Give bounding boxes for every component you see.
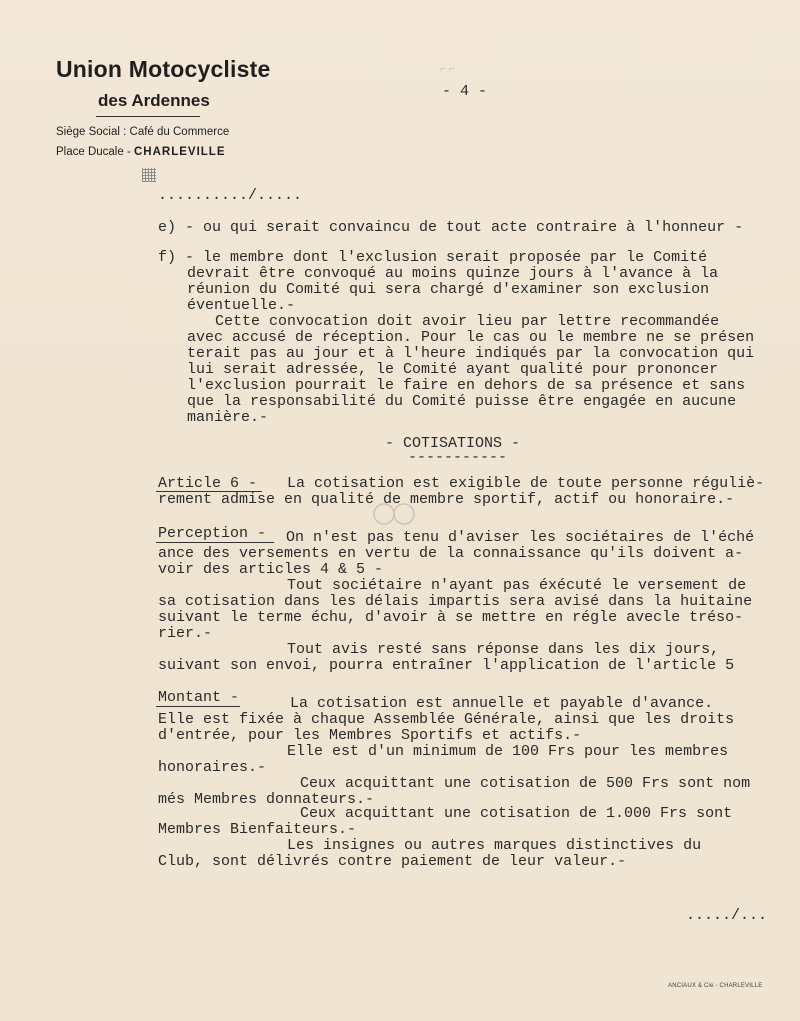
item-f-line: éventuelle.- bbox=[187, 297, 296, 314]
page-faint-mark: ⌐ ⌐ bbox=[440, 64, 455, 75]
perception-line: rier.- bbox=[158, 625, 213, 642]
item-f-line: réunion du Comité qui sera chargé d'examiner son exclusion bbox=[187, 281, 710, 298]
printer-mark: ANCIAUX & Cie - CHARLEVILLE bbox=[668, 983, 763, 989]
montant-heading: Montant - bbox=[158, 689, 240, 706]
section-title-rule: ----------- bbox=[408, 449, 508, 466]
page-number: - 4 - bbox=[442, 83, 488, 100]
letterhead-rule bbox=[96, 116, 200, 117]
ink-stamp-mark bbox=[142, 168, 156, 182]
montant-line: Membres Bienfaiteurs.- bbox=[158, 821, 357, 838]
continuation-bottom: ...../... bbox=[686, 907, 768, 924]
org-region: des Ardennes bbox=[98, 91, 210, 110]
org-name: Union Motocycliste bbox=[56, 56, 271, 82]
montant-underline bbox=[156, 706, 240, 707]
item-e: e) - ou qui serait convaincu de tout acte contraire à l'honneur - bbox=[158, 219, 744, 236]
continuation-top: ........../..... bbox=[158, 187, 303, 204]
section-title: - COTISATIONS - bbox=[385, 435, 521, 452]
address-prefix: Place Ducale - bbox=[56, 146, 134, 158]
address-city: CHARLEVILLE bbox=[133, 146, 226, 158]
item-f-line: devrait être convoqué au moins quinze jours à l'avance à la bbox=[187, 265, 719, 282]
article-6-line: La cotisation est exigible de toute personne réguliè- bbox=[287, 475, 765, 492]
montant-line: d'entrée, pour les Membres Sportifs et actifs.- bbox=[158, 727, 582, 744]
address-line-1: Siège Social : Café du Commerce bbox=[56, 126, 230, 138]
perception-line: ance des versements en vertu de la connaissance qu'ils doivent a- bbox=[158, 545, 744, 562]
perception-line: suivant son envoi, pourra entraîner l'application de l'article 5 bbox=[158, 657, 735, 674]
item-f-line: l'exclusion pourrait le faire en dehors de sa présence et sans bbox=[187, 377, 746, 394]
address-line-2 bbox=[56, 146, 225, 158]
perception-heading: Perception - bbox=[158, 525, 267, 542]
item-f-line: Cette convocation doit avoir lieu par lettre recommandée bbox=[215, 313, 720, 330]
montant-line: Ceux acquittant une cotisation de 500 Frs sont nom bbox=[300, 775, 751, 792]
item-f-line: terait pas au jour et à l'heure indiqués par la convocation qui bbox=[187, 345, 755, 362]
montant-line: Elle est fixée à chaque Assemblée Générale, ainsi que les droits bbox=[158, 711, 735, 728]
watermark-icon bbox=[372, 500, 418, 528]
item-f-line: que la responsabilité du Comité puisse être engagée en aucune bbox=[187, 393, 737, 410]
perception-underline bbox=[156, 542, 274, 543]
montant-line: més Membres donnateurs.- bbox=[158, 791, 375, 808]
montant-line: honoraires.- bbox=[158, 759, 267, 776]
montant-line: Elle est d'un minimum de 100 Frs pour les membres bbox=[287, 743, 729, 760]
montant-line: Club, sont délivrés contre paiement de leur valeur.- bbox=[158, 853, 627, 870]
perception-line: On n'est pas tenu d'aviser les sociétaires de l'éché bbox=[286, 529, 755, 546]
item-f-line: lui serait adressée, le Comité ayant qualité pour prononcer bbox=[187, 361, 719, 378]
perception-line: Tout sociétaire n'ayant pas éxécuté le versement de bbox=[287, 577, 747, 594]
perception-line: sa cotisation dans les délais impartis sera avisé dans la huitaine bbox=[158, 593, 753, 610]
article-6-line: rement admise en qualité de membre sportif, actif ou honoraire.- bbox=[158, 491, 735, 508]
perception-line: Tout avis resté sans réponse dans les dix jours, bbox=[287, 641, 720, 658]
perception-line: suivant le terme échu, d'avoir à se mettre en régle avecle tréso- bbox=[158, 609, 744, 626]
montant-line: Ceux acquittant une cotisation de 1.000 Frs sont bbox=[300, 805, 733, 822]
article-6-heading: Article 6 - bbox=[158, 475, 258, 492]
item-f-line: f) - le membre dont l'exclusion serait proposée par le Comité bbox=[158, 249, 708, 266]
perception-line: voir des articles 4 & 5 - bbox=[158, 561, 384, 578]
montant-line: Les insignes ou autres marques distinctives du bbox=[287, 837, 702, 854]
item-f-line: manière.- bbox=[187, 409, 269, 426]
item-f-line: avec accusé de réception. Pour le cas ou le membre ne se présen bbox=[187, 329, 755, 346]
montant-line: La cotisation est annuelle et payable d'avance. bbox=[290, 695, 714, 712]
